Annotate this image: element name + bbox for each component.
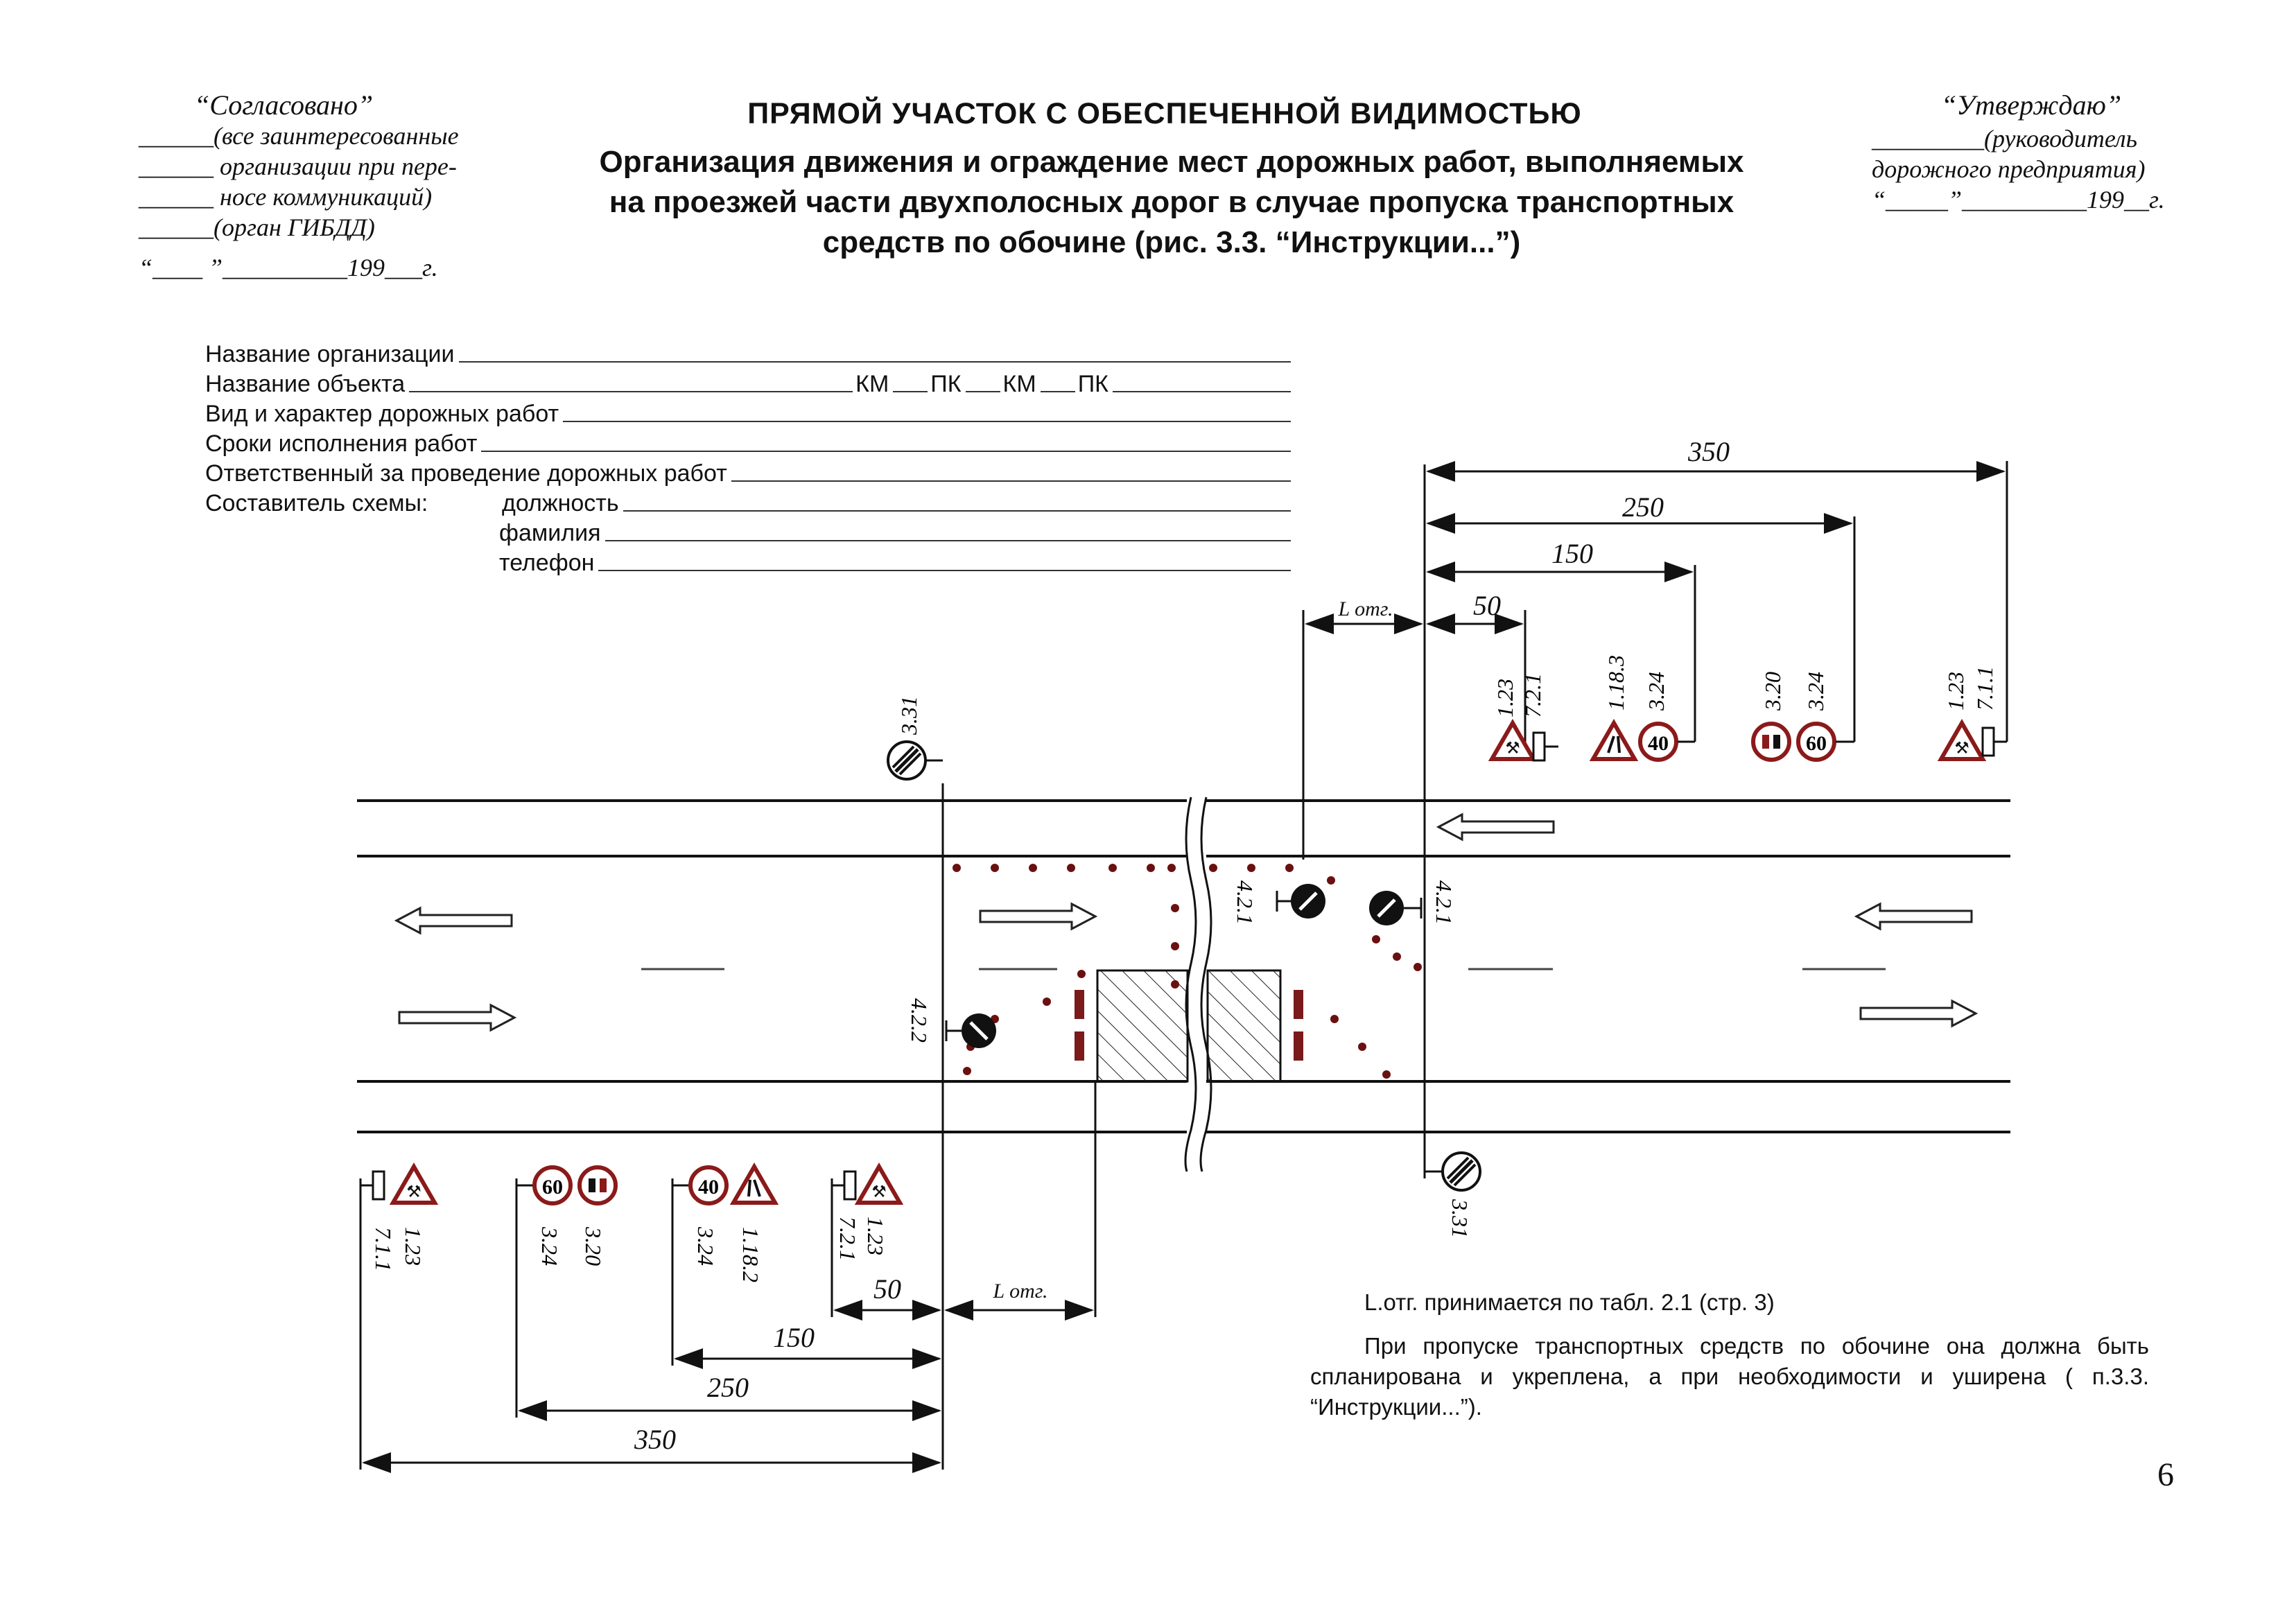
sign-code: 3.24 <box>693 1227 718 1266</box>
dim-label: 350 <box>634 1424 676 1455</box>
sign-1-23-7-1-1 <box>360 1167 435 1271</box>
approval-line: ______(орган ГИБДД) <box>139 214 375 241</box>
sign-code: 3.24 <box>537 1227 562 1266</box>
note-l-otg: L.отг. принимается по табл. 2.1 (стр. 3) <box>1364 1289 1775 1315</box>
barrier <box>1075 990 1084 1019</box>
speed-value: 40 <box>1648 732 1669 755</box>
sign-code: 3.31 <box>1447 1199 1472 1238</box>
sign-code: 7.1.1 <box>371 1227 396 1271</box>
form-label-responsible: Ответственный за проведение дорожных работ <box>205 460 727 487</box>
arrow-left-icon <box>1856 904 1972 929</box>
form-label-work: Вид и характер дорожных работ <box>205 401 559 427</box>
no-overtaking-circle-icon <box>580 1167 616 1203</box>
approval-line: ______(все заинтересованные <box>139 122 459 150</box>
dim-label: L отг. <box>993 1280 1048 1303</box>
approve-line: _________(руководитель <box>1872 125 2138 153</box>
sign-code: 3.20 <box>1760 672 1785 711</box>
sign-code: 3.24 <box>1803 672 1828 711</box>
subtitle-line: на проезжей части двухполосных дорог в случае пропуска транспортных <box>609 185 1734 219</box>
form-label-km: КМ <box>855 371 889 397</box>
approve-title: “Утверждаю” <box>1941 89 2122 121</box>
form-label-object: Название объекта <box>205 371 406 397</box>
page-number: 6 <box>2157 1456 2174 1493</box>
sign-4-2-1-b <box>1369 880 1456 925</box>
form-label-phone: телефон <box>499 550 595 576</box>
approve-line: дорожного предприятия) <box>1872 155 2146 183</box>
sign-1-23-7-2-1 <box>1492 673 1558 760</box>
page-title: ПРЯМОЙ УЧАСТОК С ОБЕСПЕЧЕННОЙ ВИДИМОСТЬЮ <box>747 97 1582 130</box>
form-label-pk: ПК <box>930 371 962 397</box>
road-narrows-triangle-icon <box>1593 723 1635 759</box>
arrow-left-icon <box>1438 815 1554 839</box>
form-label-pk: ПК <box>1077 371 1108 397</box>
sign-code: 3.24 <box>1644 672 1669 711</box>
barrier <box>1294 1031 1303 1061</box>
sign-code: 1.18.3 <box>1603 655 1628 711</box>
work-zone-right <box>1208 970 1280 1081</box>
approve-date-line: “_____”__________199__г. <box>1872 186 2165 214</box>
dim-label: 50 <box>873 1273 901 1305</box>
sign-1-18-2-3-24 <box>672 1167 775 1282</box>
sign-3-31 <box>888 696 943 779</box>
sign-code: 4.2.1 <box>1432 880 1456 925</box>
bottom-signs <box>360 1153 1480 1282</box>
sign-1-23-7-2-1 <box>832 1167 900 1261</box>
dim-label: 150 <box>1551 538 1593 569</box>
svg-text:⚒: ⚒ <box>1954 740 1969 758</box>
sign-code: 7.2.1 <box>1520 673 1545 717</box>
sign-3-20-3-24 <box>516 1167 616 1266</box>
approval-line: ______ носе коммуникаций) <box>139 183 433 211</box>
sign-3-31 <box>1425 1153 1480 1238</box>
form-label-deadline: Сроки исполнения работ <box>205 430 478 457</box>
barrier <box>1075 1031 1084 1061</box>
form-label-km: КМ <box>1002 371 1036 397</box>
speed-value: 40 <box>698 1176 719 1199</box>
speed-value: 60 <box>542 1176 563 1199</box>
form-label-org: Название организации <box>205 341 455 367</box>
barrier <box>1294 990 1303 1019</box>
subtitle-line: средств по обочине (рис. 3.3. “Инструкции...”) <box>822 225 1521 259</box>
sign-code: 1.23 <box>401 1227 426 1266</box>
sign-1-18-3-3-24 <box>1593 655 1695 760</box>
sign-code: 7.2.1 <box>835 1217 860 1261</box>
sign-code: 4.2.2 <box>907 998 932 1043</box>
sign-code: 3.31 <box>896 696 921 735</box>
no-overtaking-circle-icon <box>1753 724 1789 760</box>
sign-code: 3.20 <box>581 1227 606 1266</box>
sign-4-2-1-a <box>1233 880 1325 925</box>
subtitle-line: Организация движения и ограждение мест дорожных работ, выполняемых <box>599 145 1744 179</box>
reference-lines <box>360 461 2007 1470</box>
svg-text:⚒: ⚒ <box>406 1183 421 1201</box>
speed-value: 60 <box>1806 732 1827 755</box>
sign-code: 1.23 <box>863 1217 888 1255</box>
sign-code: 1.23 <box>1943 672 1968 711</box>
sign-1-23-7-1-1 <box>1941 666 2007 759</box>
form-label-surname: фамилия <box>499 520 601 546</box>
road-narrows-triangle-icon <box>733 1167 775 1203</box>
dim-label: 50 <box>1473 590 1501 621</box>
dim-label: 250 <box>1622 491 1664 523</box>
arrow-left-icon <box>397 908 512 933</box>
dim-label: 350 <box>1688 436 1730 467</box>
dim-label: 150 <box>773 1322 815 1353</box>
sign-code: 4.2.1 <box>1233 880 1258 925</box>
form-label-author: Составитель схемы: <box>205 490 428 516</box>
sign-code: 1.23 <box>1493 679 1517 717</box>
sign-code: 1.18.2 <box>738 1227 763 1282</box>
arrow-right-icon <box>1861 1001 1976 1026</box>
approval-line: ______ организации при пере- <box>139 153 457 180</box>
arrow-right-icon <box>980 904 1095 929</box>
sign-code: 7.1.1 <box>1972 666 1997 711</box>
top-signs <box>888 655 2007 779</box>
dim-label: L отг. <box>1338 598 1393 620</box>
sign-3-20-3-24 <box>1753 672 1854 760</box>
sign-4-2-2 <box>907 998 996 1048</box>
note-shoulder: При пропуске транспортных средств по обочине она должна быть спланирована и укреплена, а при необходимости и уширена ( п.3.3. “Инструкции...”). <box>1310 1333 2149 1420</box>
svg-text:⚒: ⚒ <box>1505 740 1520 758</box>
arrow-right-icon <box>399 1005 514 1030</box>
approval-date-line: “____ ”__________199___г. <box>139 254 438 281</box>
svg-text:⚒: ⚒ <box>871 1183 887 1201</box>
form-label-position: должность <box>502 490 619 516</box>
dim-label: 250 <box>707 1372 749 1403</box>
approval-title: “Согласовано” <box>194 89 374 121</box>
